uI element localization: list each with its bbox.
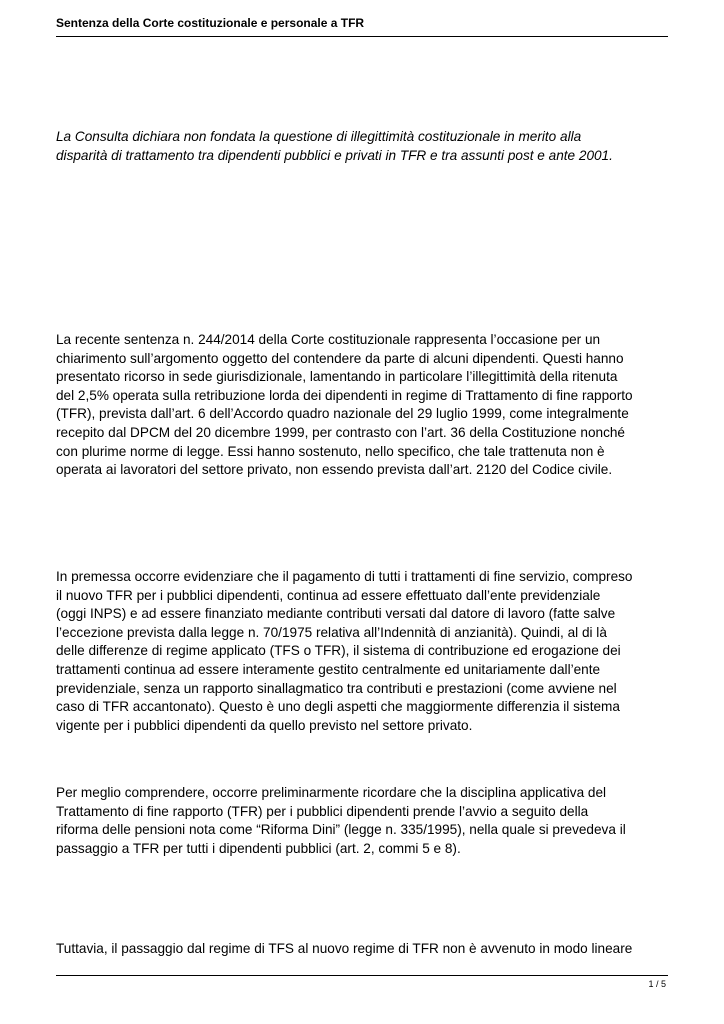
text-line: del 2,5% operata sulla retribuzione lorda dei dipendenti in regime di Trattamento di fine rapporto	[56, 387, 633, 403]
text-line: Trattamento di fine rapporto (TFR) per i pubblici dipendenti prende l’avvio a seguito della	[56, 803, 589, 819]
text-line: operata ai lavoratori del settore privato, non essendo prevista dall’art. 2120 del Codice civile.	[56, 462, 613, 478]
text-line: recepito dal DPCM del 20 dicembre 1999, per contrasto con l’art. 36 della Costituzione nonché	[56, 424, 625, 440]
page-header	[56, 12, 668, 37]
text-line: delle differenze di regime applicato (TFS o TFR), il sistema di contribuzione ed erogazione dei	[56, 643, 621, 659]
body-paragraph-sentenza	[56, 331, 668, 480]
body-paragraph-passaggio	[56, 940, 668, 959]
page-number: 1 / 5	[648, 979, 666, 989]
text-line: Per meglio comprendere, occorre preliminarmente ricordare che la disciplina applicativa del	[56, 785, 607, 800]
text-line: caso di TFR accantonato). Questo è uno degli aspetti che maggiormente differenzia il sistema	[56, 699, 620, 715]
summary-paragraph	[56, 128, 668, 165]
text-line: (TFR), prevista dall’art. 6 dell’Accordo quadro nazionale del 29 luglio 1999, come integralmente	[56, 406, 629, 422]
body-paragraph-riforma	[56, 784, 668, 858]
text-line: previdenziale, senza un rapporto sinallagmatico tra contributi e prestazioni (come avviene nel	[56, 680, 617, 696]
footer-divider	[56, 975, 668, 976]
text-line: presentato ricorso in sede giurisdizionale, lamentando in particolare l’illegittimità della ritenuta	[56, 369, 618, 385]
text-line: vigente per i pubblici dipendenti da quello previsto nel settore privato.	[56, 717, 473, 733]
text-line: Tuttavia, il passaggio dal regime di TFS al nuovo regime di TFR non è avvenuto in modo lineare	[56, 941, 633, 956]
text-line: La recente sentenza n. 244/2014 della Corte costituzionale rappresenta l’occasione per un	[56, 332, 601, 347]
text-line: (oggi INPS) e ad essere finanziato mediante contributi versati dal datore di lavoro (fatte salve	[56, 606, 616, 622]
text-line: l’eccezione prevista dalla legge n. 70/1975 relativa all’Indennità di anzianità). Quindi, al di là	[56, 624, 607, 640]
text-line: disparità di trattamento tra dipendenti pubblici e privati in TFR e tra assunti post e ante 2001.	[56, 147, 613, 163]
document-title: Sentenza della Corte costituzionale e personale a TFR	[56, 16, 365, 30]
text-line: con plurime norme di legge. Essi hanno sostenuto, nello specifico, che tale trattenuta non è	[56, 443, 605, 459]
text-line: chiarimento sull’argomento oggetto del contendere da parte di alcuni dipendenti. Questi hanno	[56, 350, 624, 366]
text-line: La Consulta dichiara non fondata la questione di illegittimità costituzionale in merito alla	[56, 129, 582, 144]
text-line: passaggio a TFR per tutti i dipendenti pubblici (art. 2, commi 5 e 8).	[56, 840, 461, 856]
text-line: riforma delle pensioni nota come “Riforma Dini” (legge n. 335/1995), nella quale si prevedeva il	[56, 822, 626, 838]
text-line: In premessa occorre evidenziare che il pagamento di tutti i trattamenti di fine servizio, compreso	[56, 569, 633, 584]
body-paragraph-premessa	[56, 568, 668, 735]
text-line: trattamenti continua ad essere interamente gestito centralmente ed unitariamente dall’ente	[56, 661, 601, 677]
text-line: il nuovo TFR per i pubblici dipendenti, continua ad essere effettuato dall’ente previdenziale	[56, 587, 601, 603]
